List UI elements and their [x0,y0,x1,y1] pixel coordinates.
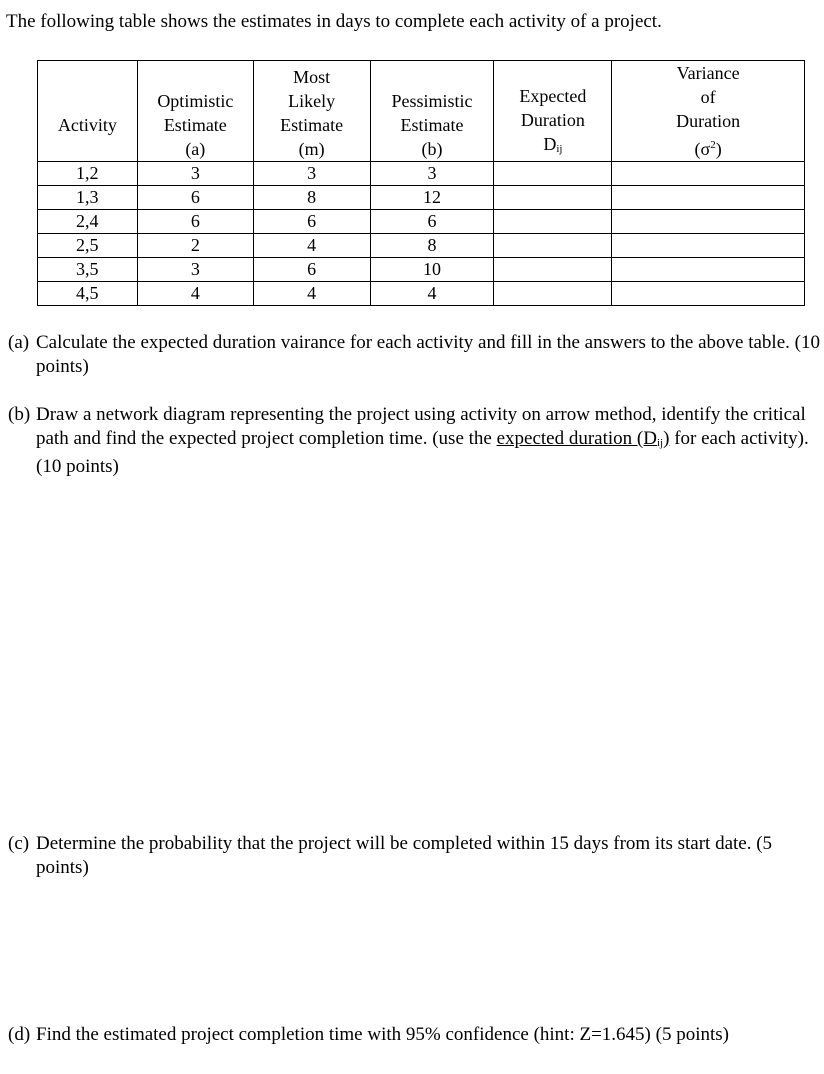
header-pessimistic: Pessimistic Estimate (b) [370,61,494,162]
question-a [8,331,820,379]
cell-pessimistic: 3 [370,162,494,186]
cell-variance[interactable] [612,210,805,234]
header-optimistic: Optimistic Estimate (a) [137,61,253,162]
expected-duration-underlined: expected duration $(D_{ij})$ [496,428,670,449]
cell-expected[interactable] [494,282,612,306]
cell-activity: 1,2 [38,162,138,186]
cell-optimistic: 6 [137,210,253,234]
cell-most-likely: 8 [253,186,370,210]
cell-activity: 2,5 [38,234,138,258]
cell-expected[interactable] [494,162,612,186]
table-row [38,186,805,210]
question-c-label: (c) [8,833,30,854]
cell-optimistic: 3 [137,258,253,282]
header-variance: Variance of Duration $(\sigma^2)$ [612,61,805,162]
cell-optimistic: 2 [137,234,253,258]
header-most-likely: Most Likely Estimate (m) [253,61,370,162]
table-row [38,258,805,282]
cell-pessimistic: 8 [370,234,494,258]
cell-most-likely: 6 [253,210,370,234]
cell-variance[interactable] [612,162,805,186]
cell-most-likely: 3 [253,162,370,186]
cell-most-likely: 4 [253,282,370,306]
question-d [8,1023,820,1047]
cell-activity: 4,5 [38,282,138,306]
cell-most-likely: 4 [253,234,370,258]
question-d-text: Find the estimated project completion time with 95% confidence (hint: Z=1.645) (5 points) [36,1024,729,1045]
cell-activity: 3,5 [38,258,138,282]
header-expected: Expected Duration $D_{ij}$ [494,61,612,162]
cell-pessimistic: 10 [370,258,494,282]
cell-pessimistic: 6 [370,210,494,234]
table-header-row [38,61,805,162]
cell-pessimistic: 4 [370,282,494,306]
question-c [8,832,820,880]
cell-variance[interactable] [612,234,805,258]
cell-variance[interactable] [612,258,805,282]
table-row [38,282,805,306]
cell-pessimistic: 12 [370,186,494,210]
header-activity: Activity [38,61,138,162]
cell-optimistic: 3 [137,162,253,186]
cell-activity: 1,3 [38,186,138,210]
question-a-label: (a) [8,332,30,353]
table-row [38,162,805,186]
cell-expected[interactable] [494,210,612,234]
table-row [38,234,805,258]
cell-activity: 2,4 [38,210,138,234]
cell-variance[interactable] [612,282,805,306]
question-c-text: Determine the probability that the project will be completed within 15 days from its start date. (5 points) [36,833,773,878]
question-b-label: (b) [8,404,31,425]
cell-optimistic: 4 [137,282,253,306]
cell-optimistic: 6 [137,186,253,210]
cell-expected[interactable] [494,234,612,258]
intro-text: The following table shows the estimates in days to complete each activity of a project. [6,11,662,32]
cell-variance[interactable] [612,186,805,210]
question-a-text: Calculate the expected duration vairance for each activity and fill in the answers to the above table. (10 points) [36,332,820,377]
question-d-label: (d) [8,1024,31,1045]
cell-expected[interactable] [494,258,612,282]
table-row [38,210,805,234]
cell-most-likely: 6 [253,258,370,282]
question-b [8,403,820,479]
cell-expected[interactable] [494,186,612,210]
question-b-text: Draw a network diagram representing the project using activity on arrow method, identify the critical path and find the expected project completion time. (use the expected duration $(D_{ij})$ for each activity). (10 points) [36,404,809,477]
estimates-table [37,60,805,306]
